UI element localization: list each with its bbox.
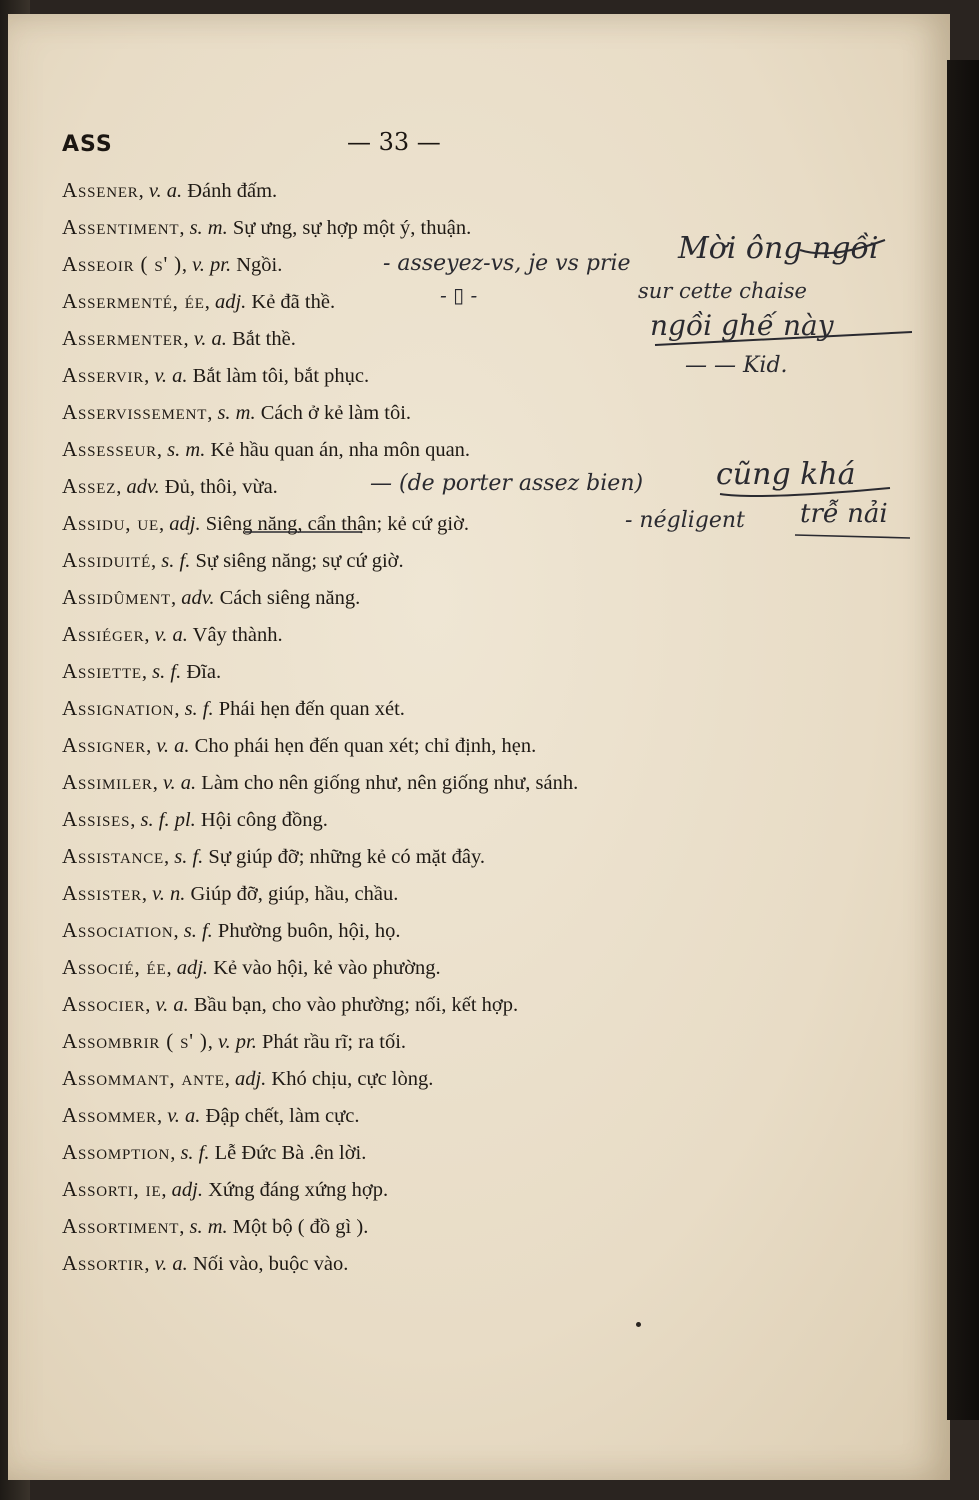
dictionary-entry: Assises, s. f. pl. Hội công đồng.	[62, 807, 328, 831]
dictionary-entry: Assignation, s. f. Phái hẹn đến quan xét.	[62, 696, 405, 720]
annotation-sur-cette-chaise: sur cette chaise	[638, 279, 807, 303]
annotation-asseyez: - asseyez-vs, je vs prie	[383, 251, 631, 276]
grammar-label: s. m.	[189, 217, 228, 239]
annotation-de-porter: — (de porter assez bien)	[370, 471, 644, 496]
headword: Assorti, ie	[62, 1177, 162, 1201]
definition: Hội công đồng.	[200, 809, 328, 831]
dictionary-entry: Assesseur, s. m. Kẻ hầu quan án, nha môn quan.	[62, 437, 471, 461]
annotation-cung-kha: cũng khá	[716, 457, 856, 492]
definition: Kẻ hầu quan án, nha môn quan.	[210, 439, 471, 461]
dictionary-entry: Assidûment, adv. Cách siêng năng.	[62, 585, 361, 609]
annotation-moi-ong-ngoi: Mời ông ngồi	[678, 231, 879, 266]
headword: Assises	[62, 807, 131, 831]
definition: Ngồi.	[236, 254, 283, 276]
definition: Phường buôn, hội, họ.	[217, 920, 401, 942]
grammar-label: v. a.	[162, 772, 197, 794]
definition: Khó chịu, cực lòng.	[271, 1068, 434, 1090]
dictionary-entry: Assermenté, ée, adj. Kẻ đã thề.	[62, 289, 336, 313]
annotation-negligent: - négligent	[625, 508, 745, 533]
headword: Assiéger	[62, 622, 145, 646]
headword: Asservir	[62, 363, 145, 387]
definition: Đĩa.	[186, 661, 222, 683]
grammar-label: s. f.	[174, 846, 204, 868]
definition: Sự ưng, sự hợp một ý, thuận.	[232, 217, 472, 239]
headword: Assidûment	[62, 585, 172, 609]
definition: Phái hẹn đến quan xét.	[218, 698, 405, 720]
headword: Assister	[62, 881, 142, 905]
grammar-label: v. a.	[154, 1253, 188, 1275]
headword: Assommant, ante	[62, 1066, 225, 1090]
grammar-label: v. pr.	[217, 1031, 257, 1053]
headword: Assombrir ( s' )	[62, 1029, 208, 1053]
definition: Phát rầu rĩ; ra tối.	[262, 1031, 407, 1053]
headword: Assigner	[62, 733, 147, 757]
definition: Sự giúp đỡ; những kẻ có mặt đây.	[208, 846, 485, 868]
dictionary-entry: Associé, ée, adj. Kẻ vào hội, kẻ vào phường.	[62, 955, 441, 979]
definition: Lễ Đức Bà .ên lời.	[214, 1142, 367, 1164]
dictionary-entry: Assiéger, v. a. Vây thành.	[62, 622, 283, 646]
headword: Assermenté, ée	[62, 289, 205, 313]
headword: Assener	[62, 178, 139, 202]
annotation-kid: — — Kid.	[685, 353, 788, 378]
headword: Assortiment	[62, 1214, 180, 1238]
grammar-label: s. f.	[183, 920, 213, 942]
headword: Assesseur	[62, 437, 157, 461]
grammar-label: adj.	[234, 1068, 267, 1090]
annotation-dash-2: - ▯ -	[440, 283, 478, 307]
dictionary-entry: Assidu, ue, adj. Siêng năng, cẩn thận; kẻ cứ giờ.	[62, 511, 470, 535]
headword: Assistance	[62, 844, 164, 868]
headword: Assiette	[62, 659, 142, 683]
headword: Assimiler	[62, 770, 153, 794]
dictionary-entry: Assez, adv. Đủ, thôi, vừa.	[62, 474, 278, 498]
annotation-tre-nai: trễ nải	[800, 499, 888, 529]
headword: Assez	[62, 474, 117, 498]
headword: Assortir	[62, 1251, 145, 1275]
headword: Assermenter	[62, 326, 184, 350]
grammar-label: adj.	[214, 291, 247, 313]
definition: Vây thành.	[192, 624, 283, 646]
grammar-label: v. a.	[167, 1105, 201, 1127]
grammar-label: adv.	[126, 476, 160, 498]
dictionary-entry: Assombrir ( s' ), v. pr. Phát rầu rĩ; ra tối.	[62, 1029, 407, 1053]
dictionary-entry: Assiette, s. f. Đĩa.	[62, 659, 222, 683]
definition: Nối vào, buộc vào.	[192, 1253, 349, 1275]
definition: Giúp đỡ, giúp, hầu, chầu.	[190, 883, 399, 905]
grammar-label: s. f.	[152, 661, 182, 683]
headword: Association	[62, 918, 174, 942]
grammar-label: v. a.	[156, 735, 190, 757]
headword: Asservissement	[62, 400, 208, 424]
dictionary-entry: Assigner, v. a. Cho phái hẹn đến quan xét; chỉ định, hẹn.	[62, 733, 537, 757]
grammar-label: adj.	[171, 1179, 203, 1201]
grammar-label: v. a.	[155, 994, 189, 1016]
grammar-label: v. a.	[193, 328, 227, 350]
page-number: — 33 —	[347, 128, 441, 156]
headword: Associer	[62, 992, 146, 1016]
definition: Kẻ đã thề.	[251, 291, 336, 313]
dictionary-entry: Assimiler, v. a. Làm cho nên giống như, nên giống như, sánh.	[62, 770, 579, 794]
headword: Assommer	[62, 1103, 157, 1127]
definition: Sự siêng năng; sự cứ giờ.	[195, 550, 404, 572]
definition: Xứng đáng xứng hợp.	[208, 1179, 389, 1201]
definition: Một bộ ( đồ gì ).	[232, 1216, 369, 1238]
definition: Siêng năng, cẩn thận; kẻ cứ giờ.	[205, 513, 470, 535]
grammar-label: v. a.	[154, 365, 188, 387]
dictionary-entry: Asservir, v. a. Bắt làm tôi, bắt phục.	[62, 363, 370, 387]
grammar-label: s. f. pl.	[140, 809, 196, 831]
headword: Assidu, ue	[62, 511, 160, 535]
grammar-label: v. a.	[154, 624, 188, 646]
dictionary-entry: Assentiment, s. m. Sự ưng, sự hợp một ý, thuận.	[62, 215, 472, 239]
definition: Bầu bạn, cho vào phường; nối, kết hợp.	[193, 994, 519, 1016]
definition: Đập chết, làm cực.	[205, 1105, 360, 1127]
definition: Đánh đấm.	[187, 180, 278, 202]
dictionary-entry: Assommer, v. a. Đập chết, làm cực.	[62, 1103, 360, 1127]
dictionary-entry: Assister, v. n. Giúp đỡ, giúp, hầu, chầu.	[62, 881, 399, 905]
headword: Associé, ée	[62, 955, 167, 979]
ink-dot	[636, 1322, 641, 1327]
grammar-label: v. pr.	[192, 254, 232, 276]
definition: Bắt thề.	[232, 328, 296, 350]
grammar-label: v. a.	[148, 180, 183, 202]
headword: Assentiment	[62, 215, 180, 239]
definition: Đủ, thôi, vừa.	[164, 476, 278, 498]
headword: Assomption	[62, 1140, 171, 1164]
grammar-label: s. f.	[184, 698, 214, 720]
dictionary-entry: Asservissement, s. m. Cách ở kẻ làm tôi.	[62, 400, 412, 424]
definition: Làm cho nên giống như, nên giống như, sánh.	[201, 772, 579, 794]
dictionary-entry: Assener, v. a. Đánh đấm.	[62, 178, 278, 202]
dictionary-entry: Associer, v. a. Bầu bạn, cho vào phường; nối, kết hợp.	[62, 992, 519, 1016]
definition: Cho phái hẹn đến quan xét; chỉ định, hẹn.	[194, 735, 537, 757]
grammar-label: s. m.	[217, 402, 256, 424]
dictionary-entry: Assommant, ante, adj. Khó chịu, cực lòng.	[62, 1066, 434, 1090]
grammar-label: s. f.	[180, 1142, 210, 1164]
grammar-label: s. m.	[189, 1216, 228, 1238]
dictionary-entry: Assistance, s. f. Sự giúp đỡ; những kẻ có mặt đây.	[62, 844, 485, 868]
grammar-label: v. n.	[152, 883, 186, 905]
dictionary-entry: Assiduité, s. f. Sự siêng năng; sự cứ giờ.	[62, 548, 404, 572]
dictionary-entry: Association, s. f. Phường buôn, hội, họ.	[62, 918, 401, 942]
definition: Kẻ vào hội, kẻ vào phường.	[213, 957, 441, 979]
grammar-label: s. f.	[161, 550, 191, 572]
dictionary-entry: Assermenter, v. a. Bắt thề.	[62, 326, 296, 350]
definition: Cách siêng năng.	[219, 587, 361, 609]
definition: Bắt làm tôi, bắt phục.	[192, 365, 370, 387]
running-head: ASS	[62, 132, 113, 157]
annotation-ngoi-ghe-nay: ngồi ghế này	[650, 309, 834, 342]
dictionary-entry: Assomption, s. f. Lễ Đức Bà .ên lời.	[62, 1140, 367, 1164]
definition: Cách ở kẻ làm tôi.	[260, 402, 412, 424]
headword: Asseoir ( s' )	[62, 252, 182, 276]
headword: Assignation	[62, 696, 175, 720]
headword: Assiduité	[62, 548, 152, 572]
grammar-label: adj.	[176, 957, 209, 979]
dictionary-entry: Assortiment, s. m. Một bộ ( đồ gì ).	[62, 1214, 369, 1238]
dictionary-entry: Assorti, ie, adj. Xứng đáng xứng hợp.	[62, 1177, 389, 1201]
grammar-label: s. m.	[167, 439, 206, 461]
grammar-label: adj.	[169, 513, 201, 535]
grammar-label: adv.	[181, 587, 215, 609]
dictionary-entry: Asseoir ( s' ), v. pr. Ngồi.	[62, 252, 283, 276]
dictionary-entry: Assortir, v. a. Nối vào, buộc vào.	[62, 1251, 349, 1275]
